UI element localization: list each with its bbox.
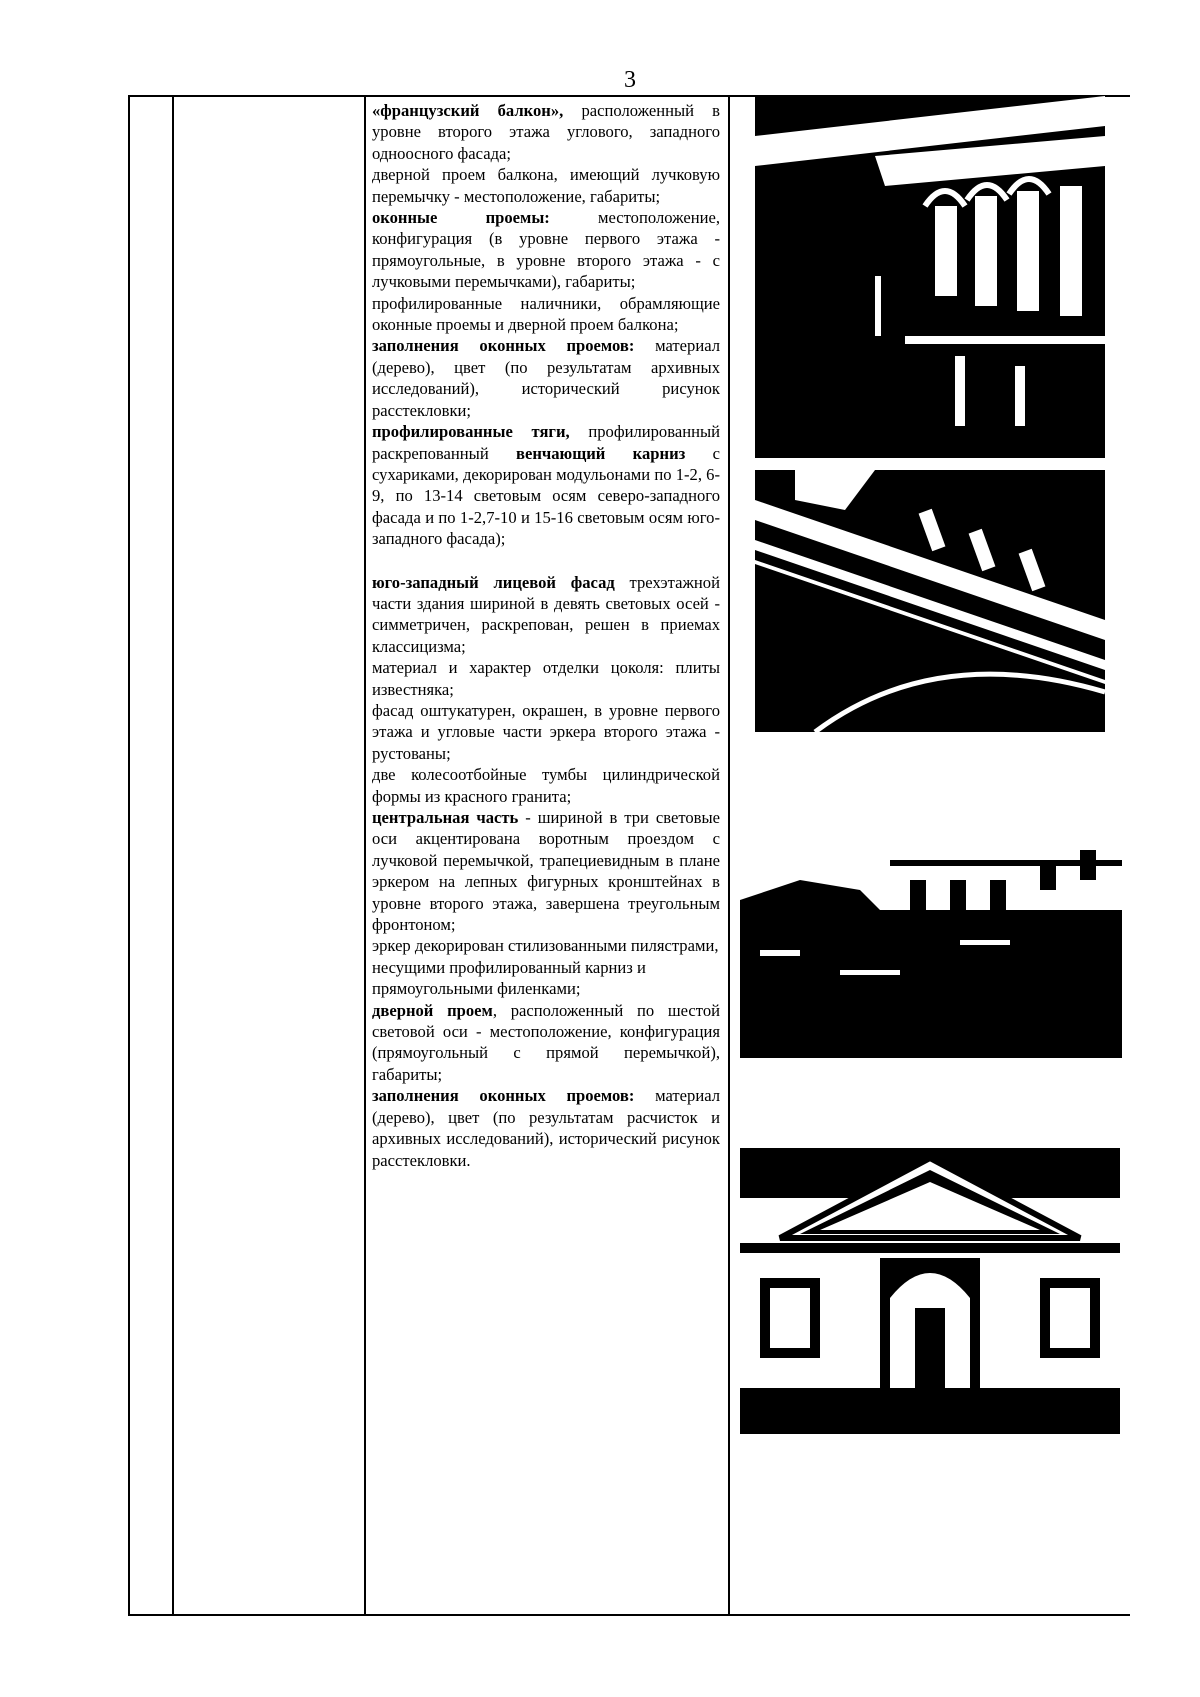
column-divider-1 <box>172 95 174 1616</box>
photo-central-bay <box>740 1148 1120 1434</box>
paragraph-wheel-stones: две колесоотбойные тумбы цилиндрической формы из красного гранита; <box>372 765 720 806</box>
description-text <box>372 100 720 1171</box>
photo-balcony-facade <box>755 96 1105 458</box>
paragraph-plinth: материал и характер отделки цоколя: плиты известняка; <box>372 658 720 699</box>
paragraph-bay-window: эркер декорирован стилизованными пилястрами, несущими профилированный карниз и прямоугольными филенками; <box>372 936 719 999</box>
paragraph-cornice: профилированные тяги, профилированный раскрепованный венчающий карниз с сухариками, декорирован модульонами по 1-2, 6-9, по 13-14 световым осям северо-западного фасада и по 1-2,7-10 и 15-16 световым осям юго-западного фасада); <box>372 422 720 549</box>
paragraph-window-trims: профилированные наличники, обрамляющие оконные проемы и дверной проем балкона; <box>372 293 720 335</box>
paragraph-french-balcony: «французский балкон», расположенный в уровне второго этажа углового, западного одноосного фасада; <box>372 101 720 163</box>
paragraph-door-opening: дверной проем, расположенный по шестой световой оси - местоположение, конфигурация (прямоугольный с прямой перемычкой), габариты; <box>372 1000 720 1084</box>
paragraph-window-fillings: заполнения оконных проемов: материал (дерево), цвет (по результатам архивных исследований), исторический рисунок расстекловки; <box>372 336 720 420</box>
table-bottom-border <box>128 1614 1130 1616</box>
paragraph-southwest-facade: юго-западный лицевой фасад трехэтажной части здания шириной в девять световых осей - симметричен, раскрепован, решен в приемах классицизма; <box>372 572 720 656</box>
paragraph-central-part: центральная часть - шириной в три световые оси акцентирована воротным проездом с лучковой перемычкой, трапециевидным в плане эркером на лепных фигурных кронштейнах в уровне второго этажа, завершена треугольным фронтоном; <box>372 808 720 935</box>
column-divider-3 <box>728 95 730 1616</box>
paragraph-balcony-door: дверной проем балкона, имеющий лучковую перемычку - местоположение, габариты; <box>372 165 720 206</box>
table-left-border <box>128 95 130 1616</box>
paragraph-facade-finish: фасад оштукатурен, окрашен, в уровне первого этажа и угловые части эркера второго этажа - рустованы; <box>372 700 720 763</box>
page-number: 3 <box>624 67 636 93</box>
paragraph-window-fillings-2: заполнения оконных проемов: материал (дерево), цвет (по результатам расчисток и архивных исследований), исторический рисунок расстекловки. <box>372 1086 720 1170</box>
photo-southwest-facade <box>740 800 1122 1058</box>
paragraph-window-openings: оконные проемы: местоположение, конфигурация (в уровне первого этажа - прямоугольные, в уровне второго этажа - с лучковыми перемычками), габариты; <box>372 208 720 292</box>
photo-cornice-detail <box>755 470 1105 732</box>
column-divider-2 <box>364 95 366 1616</box>
